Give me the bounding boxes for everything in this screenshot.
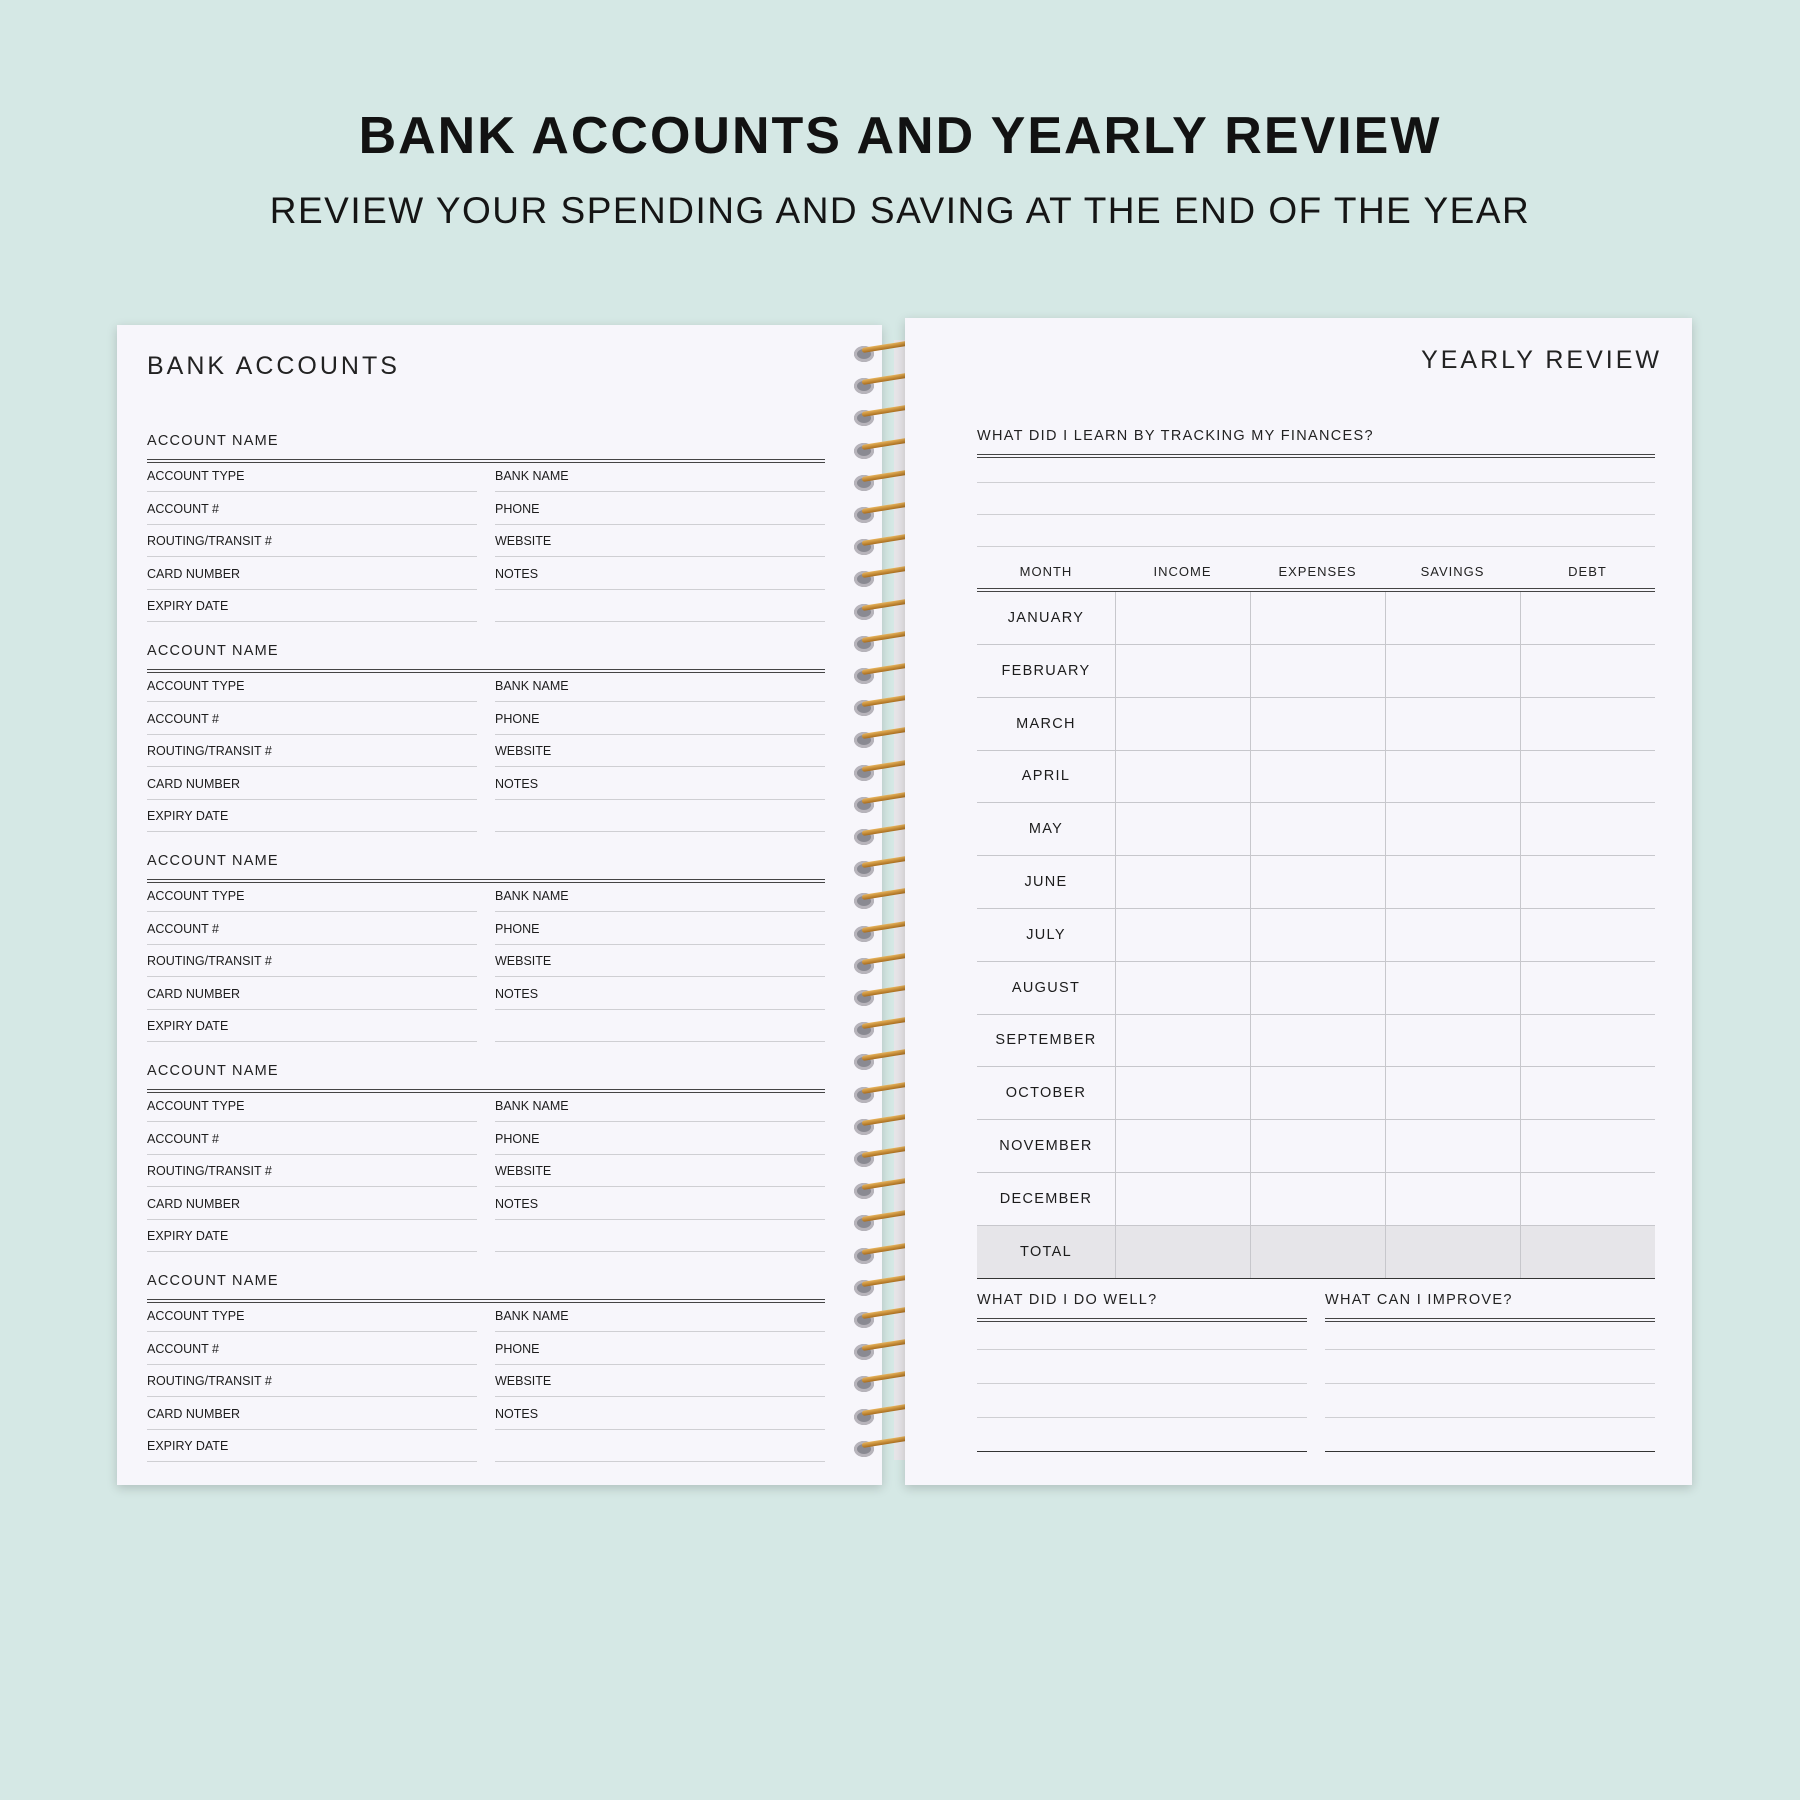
account-field-right[interactable]: PHONE [495,710,825,735]
expenses-cell[interactable] [1250,856,1386,908]
account-field-right[interactable]: NOTES [495,565,825,590]
answer-line[interactable] [1325,1383,1655,1384]
expenses-cell[interactable] [1250,803,1386,855]
income-cell[interactable] [1115,750,1251,802]
expenses-cell[interactable] [1250,962,1386,1014]
month-row [977,962,1655,1015]
expenses-cell[interactable] [1250,1014,1386,1066]
month-label: OCTOBER [1005,1085,1087,1102]
month-label: DECEMBER [999,1190,1093,1207]
month-row [977,856,1655,909]
debt-cell[interactable] [1520,645,1656,697]
account-field-right[interactable] [495,597,825,622]
income-cell[interactable] [1115,592,1251,644]
savings-cell[interactable] [1385,645,1521,697]
savings-cell[interactable] [1385,1173,1521,1225]
account-name-heading: ACCOUNT NAME [147,643,825,673]
account-field-right[interactable]: WEBSITE [495,1372,825,1397]
debt-cell[interactable] [1520,750,1656,802]
total-label: TOTAL [1020,1243,1072,1260]
debt-cell[interactable] [1520,1014,1656,1066]
income-cell[interactable] [1115,909,1251,961]
month-label: JUNE [1024,874,1068,890]
account-field-right[interactable] [495,1437,825,1462]
savings-cell[interactable] [1385,592,1521,644]
income-cell[interactable] [1115,645,1251,697]
account-field-left[interactable]: ROUTING/TRANSIT # [147,952,477,977]
header-savings: SAVINGS [1420,564,1485,579]
income-cell[interactable] [1115,1226,1251,1278]
debt-cell[interactable] [1520,803,1656,855]
savings-cell[interactable] [1385,750,1521,802]
account-field-right[interactable]: WEBSITE [495,532,825,557]
table-header [977,564,1655,592]
debt-cell[interactable] [1520,909,1656,961]
account-field-right[interactable]: WEBSITE [495,952,825,977]
expenses-cell[interactable] [1250,1173,1386,1225]
month-row [977,645,1655,698]
question-learn: WHAT DID I LEARN BY TRACKING MY FINANCES? [977,428,1655,458]
month-row [977,698,1655,751]
account-block [147,433,825,638]
account-field-right[interactable]: NOTES [495,775,825,800]
account-field-right[interactable]: BANK NAME [495,677,825,702]
total-row [977,1226,1655,1279]
answer-line[interactable] [977,546,1655,547]
savings-cell[interactable] [1385,1226,1521,1278]
account-field-left[interactable]: EXPIRY DATE [147,1437,477,1462]
income-cell[interactable] [1115,856,1251,908]
account-block [147,643,825,848]
account-field-left[interactable]: CARD NUMBER [147,775,477,800]
account-name-heading: ACCOUNT NAME [147,433,825,463]
expenses-cell[interactable] [1250,750,1386,802]
yearly-review-title: YEARLY REVIEW [1421,346,1662,374]
bank-accounts-page [117,325,882,1485]
account-field-left[interactable]: EXPIRY DATE [147,1227,477,1252]
debt-cell[interactable] [1520,1067,1656,1119]
month-label: APRIL [1021,768,1071,785]
expenses-cell[interactable] [1250,1120,1386,1172]
account-field-right[interactable]: BANK NAME [495,887,825,912]
debt-cell[interactable] [1520,1226,1656,1278]
account-field-left[interactable]: ACCOUNT # [147,1340,477,1365]
account-field-left[interactable]: ROUTING/TRANSIT # [147,1162,477,1187]
savings-cell[interactable] [1385,698,1521,750]
account-field-right[interactable]: PHONE [495,920,825,945]
account-name-heading: ACCOUNT NAME [147,1273,825,1303]
savings-cell[interactable] [1385,1014,1521,1066]
account-field-right[interactable] [495,807,825,832]
debt-cell[interactable] [1520,1173,1656,1225]
savings-cell[interactable] [1385,803,1521,855]
page-headline: BANK ACCOUNTS AND YEARLY REVIEW [358,107,1442,165]
answer-line[interactable] [977,514,1655,515]
account-field-left[interactable]: ROUTING/TRANSIT # [147,1372,477,1397]
account-field-right[interactable]: PHONE [495,1340,825,1365]
debt-cell[interactable] [1520,1120,1656,1172]
answer-line[interactable] [977,482,1655,483]
account-field-left[interactable]: ACCOUNT TYPE [147,1307,477,1332]
account-field-left[interactable]: ACCOUNT # [147,500,477,525]
page-subheadline: REVIEW YOUR SPENDING AND SAVING AT THE END OF THE YEAR [269,190,1531,231]
month-row [977,1014,1655,1067]
account-field-right[interactable]: WEBSITE [495,742,825,767]
month-label: NOVEMBER [999,1138,1093,1154]
savings-cell[interactable] [1385,856,1521,908]
answer-line[interactable] [977,1417,1307,1418]
income-cell[interactable] [1115,1067,1251,1119]
month-row [977,909,1655,962]
expenses-cell[interactable] [1250,592,1386,644]
account-field-left[interactable]: EXPIRY DATE [147,597,477,622]
answer-line[interactable] [977,1383,1307,1384]
account-field-right[interactable]: NOTES [495,1195,825,1220]
month-label: FEBRUARY [1001,662,1091,679]
savings-cell[interactable] [1385,1120,1521,1172]
debt-cell[interactable] [1520,698,1656,750]
account-name-heading: ACCOUNT NAME [147,853,825,883]
question-do-well: WHAT DID I DO WELL? [977,1292,1307,1322]
account-field-right[interactable]: BANK NAME [495,467,825,492]
income-cell[interactable] [1115,698,1251,750]
account-field-right[interactable]: WEBSITE [495,1162,825,1187]
expenses-cell[interactable] [1250,1226,1386,1278]
account-field-left[interactable]: ACCOUNT TYPE [147,467,477,492]
answer-line[interactable] [1325,1349,1655,1350]
debt-cell[interactable] [1520,962,1656,1014]
month-row [977,1067,1655,1120]
header-income: INCOME [1153,564,1212,579]
header-expenses: EXPENSES [1278,564,1357,579]
expenses-cell[interactable] [1250,698,1386,750]
header-debt: DEBT [1568,564,1607,579]
income-cell[interactable] [1115,803,1251,855]
account-field-left[interactable]: CARD NUMBER [147,985,477,1010]
yearly-review-page [905,318,1692,1485]
savings-cell[interactable] [1385,1067,1521,1119]
month-row [977,750,1655,803]
account-field-right[interactable] [495,1017,825,1042]
account-field-right[interactable]: BANK NAME [495,1307,825,1332]
header-month: MONTH [1019,564,1073,579]
answer-line[interactable] [1325,1417,1655,1418]
account-field-right[interactable]: NOTES [495,985,825,1010]
account-field-right[interactable]: PHONE [495,500,825,525]
savings-cell[interactable] [1385,909,1521,961]
account-block [147,1273,825,1478]
account-field-left[interactable]: ACCOUNT # [147,1130,477,1155]
income-cell[interactable] [1115,962,1251,1014]
account-field-right[interactable] [495,1227,825,1252]
expenses-cell[interactable] [1250,1067,1386,1119]
answer-line[interactable] [977,1451,1307,1452]
account-name-heading: ACCOUNT NAME [147,1063,825,1093]
income-cell[interactable] [1115,1173,1251,1225]
account-field-left[interactable]: EXPIRY DATE [147,807,477,832]
account-field-right[interactable]: BANK NAME [495,1097,825,1122]
account-field-left[interactable]: ACCOUNT TYPE [147,677,477,702]
income-cell[interactable] [1115,1014,1251,1066]
question-improve: WHAT CAN I IMPROVE? [1325,1292,1655,1322]
month-row [977,1173,1655,1226]
account-field-left[interactable]: EXPIRY DATE [147,1017,477,1042]
account-field-left[interactable]: ACCOUNT # [147,710,477,735]
account-field-left[interactable]: ROUTING/TRANSIT # [147,532,477,557]
account-field-right[interactable]: PHONE [495,1130,825,1155]
debt-cell[interactable] [1520,856,1656,908]
expenses-cell[interactable] [1250,909,1386,961]
account-field-left[interactable]: ROUTING/TRANSIT # [147,742,477,767]
expenses-cell[interactable] [1250,645,1386,697]
account-field-left[interactable]: ACCOUNT # [147,920,477,945]
answer-line[interactable] [1325,1451,1655,1452]
savings-cell[interactable] [1385,962,1521,1014]
account-field-right[interactable]: NOTES [495,1405,825,1430]
month-label: MARCH [1016,715,1076,732]
month-label: MAY [1028,821,1064,838]
month-row [977,1120,1655,1173]
account-block [147,1063,825,1268]
month-label: JULY [1026,926,1066,943]
month-row [977,803,1655,856]
month-label: JANUARY [1007,610,1085,626]
debt-cell[interactable] [1520,592,1656,644]
income-cell[interactable] [1115,1120,1251,1172]
month-label: SEPTEMBER [995,1032,1097,1049]
account-field-left[interactable]: ACCOUNT TYPE [147,1097,477,1122]
bank-accounts-title: BANK ACCOUNTS [147,352,400,380]
answer-line[interactable] [977,1349,1307,1350]
month-row [977,592,1655,645]
account-field-left[interactable]: ACCOUNT TYPE [147,887,477,912]
account-field-left[interactable]: CARD NUMBER [147,1195,477,1220]
account-block [147,853,825,1058]
month-label: AUGUST [1011,979,1081,996]
account-field-left[interactable]: CARD NUMBER [147,565,477,590]
account-field-left[interactable]: CARD NUMBER [147,1405,477,1430]
